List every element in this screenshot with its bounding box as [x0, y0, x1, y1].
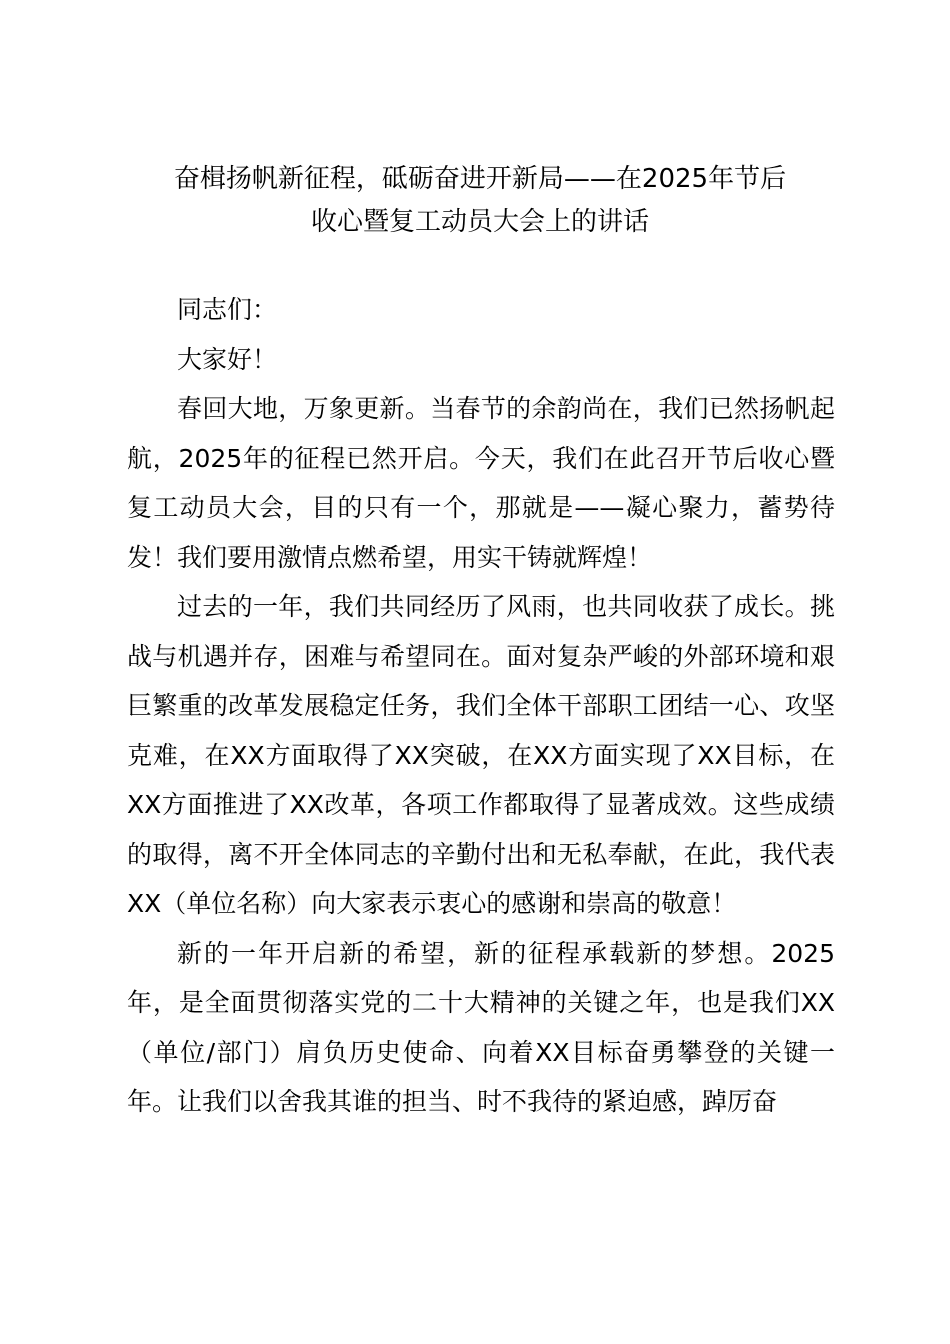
document-title [100, 158, 860, 244]
title-line-1: 奋楫扬帆新征程，砥砺奋进开新局——在2025年节后 [173, 164, 787, 194]
title-line-2: 收心暨复工动员大会上的讲话 [310, 207, 649, 237]
body-paragraph: 春回大地，万象更新。当春节的余韵尚在，我们已然扬帆起航，2025年的征程已然开启。今天，我们在此召开节后收心暨复工动员大会，目的只有一个，那就是——凝心聚力，蓄势待发！我们要用激情点燃希望，用实干铸就辉煌！ [127, 394, 835, 572]
salutation: 同志们： [177, 295, 278, 324]
body-paragraph: 过去的一年，我们共同经历了风雨，也共同收获了成长。挑战与机遇并存，困难与希望同在。面对复杂严峻的外部环境和艰巨繁重的改革发展稳定任务，我们全体干部职工团结一心、攻坚克难，在XX方面取得了XX突破，在XX方面实现了XX目标，在XX方面推进了XX改革，各项工作都取得了显著成效。这些成绩的取得，离不开全体同志的辛勤付出和无私奉献，在此，我代表XX（单位名称）向大家表示衷心的感谢和崇高的敬意！ [127, 592, 835, 918]
body-paragraph: 新的一年开启新的希望，新的征程承载新的梦想。2025年，是全面贯彻落实党的二十大精神的关键之年，也是我们XX（单位/部门）肩负历史使命、向着XX目标奋勇攀登的关键一年。让我们以舍我其谁的担当、时不我待的紧迫感，踔厉奋 [127, 938, 835, 1116]
document-body [127, 285, 835, 1127]
greeting: 大家好！ [177, 344, 278, 374]
